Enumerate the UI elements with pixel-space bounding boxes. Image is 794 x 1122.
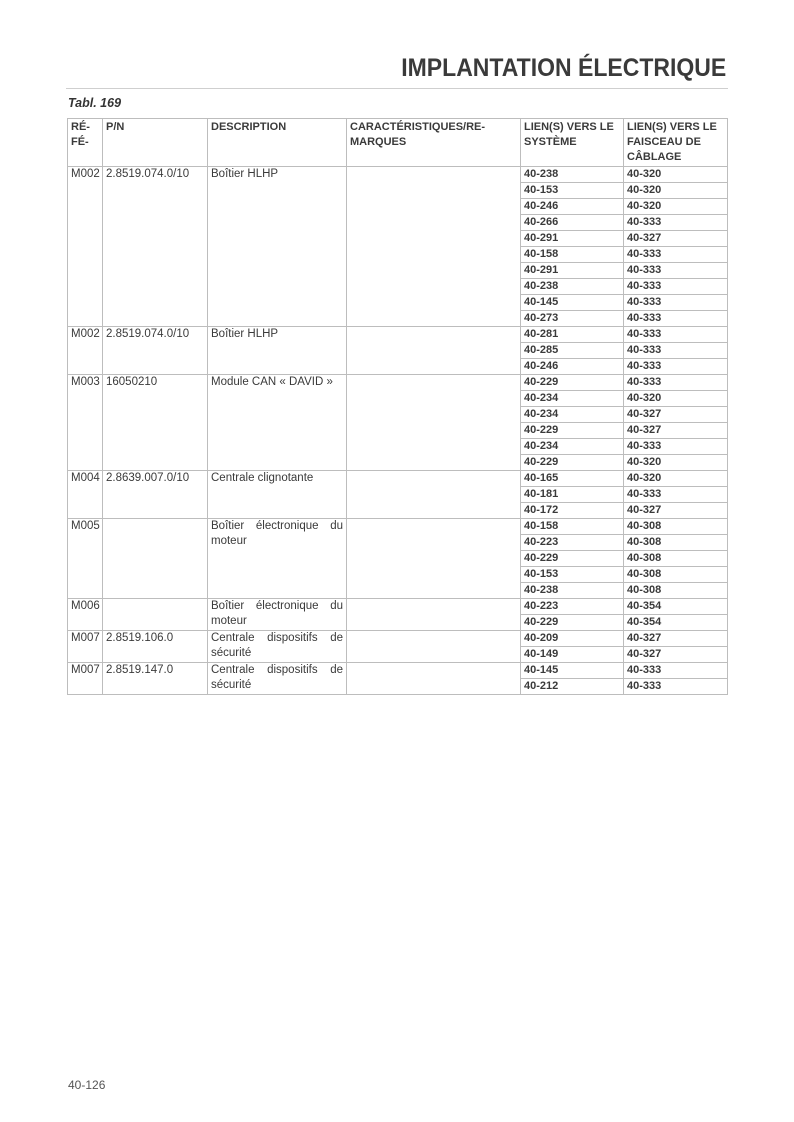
system-link-cell: 40-229 bbox=[521, 455, 624, 471]
harness-link-cell: 40-333 bbox=[624, 295, 728, 311]
harness-link-cell: 40-333 bbox=[624, 311, 728, 327]
system-link-cell: 40-172 bbox=[521, 503, 624, 519]
harness-link-cell: 40-308 bbox=[624, 567, 728, 583]
ref-cell: M006 bbox=[68, 599, 103, 631]
harness-link-cell: 40-333 bbox=[624, 359, 728, 375]
system-link-cell: 40-246 bbox=[521, 359, 624, 375]
table-row bbox=[68, 375, 728, 391]
ref-cell: M002 bbox=[68, 167, 103, 327]
remarks-cell bbox=[347, 519, 521, 599]
system-link-cell: 40-165 bbox=[521, 471, 624, 487]
remarks-cell bbox=[347, 631, 521, 663]
harness-link-cell: 40-327 bbox=[624, 647, 728, 663]
remarks-cell bbox=[347, 375, 521, 471]
harness-link-cell: 40-333 bbox=[624, 343, 728, 359]
system-link-cell: 40-181 bbox=[521, 487, 624, 503]
column-header-pn: P/N bbox=[103, 119, 208, 167]
table-row bbox=[68, 167, 728, 183]
ref-cell: M007 bbox=[68, 663, 103, 695]
ref-cell: M005 bbox=[68, 519, 103, 599]
system-link-cell: 40-229 bbox=[521, 551, 624, 567]
part-number-cell: 2.8519.074.0/10 bbox=[103, 327, 208, 375]
harness-link-cell: 40-327 bbox=[624, 631, 728, 647]
system-link-cell: 40-145 bbox=[521, 295, 624, 311]
harness-link-cell: 40-327 bbox=[624, 231, 728, 247]
table-row bbox=[68, 599, 728, 615]
system-link-cell: 40-223 bbox=[521, 599, 624, 615]
description-cell: Boîtier électronique du moteur bbox=[208, 519, 347, 599]
system-link-cell: 40-246 bbox=[521, 199, 624, 215]
harness-link-cell: 40-327 bbox=[624, 503, 728, 519]
system-link-cell: 40-234 bbox=[521, 407, 624, 423]
description-cell: Centrale clignotante bbox=[208, 471, 347, 519]
remarks-cell bbox=[347, 471, 521, 519]
remarks-cell bbox=[347, 167, 521, 327]
ref-cell: M004 bbox=[68, 471, 103, 519]
description-cell: Centrale dispositifs de sécurité bbox=[208, 631, 347, 663]
harness-link-cell: 40-333 bbox=[624, 327, 728, 343]
part-number-cell: 2.8519.074.0/10 bbox=[103, 167, 208, 327]
harness-link-cell: 40-333 bbox=[624, 487, 728, 503]
description-cell: Boîtier HLHP bbox=[208, 327, 347, 375]
table-row bbox=[68, 631, 728, 647]
system-link-cell: 40-229 bbox=[521, 615, 624, 631]
system-link-cell: 40-145 bbox=[521, 663, 624, 679]
system-link-cell: 40-153 bbox=[521, 567, 624, 583]
remarks-cell bbox=[347, 663, 521, 695]
part-number-cell: 16050210 bbox=[103, 375, 208, 471]
table-caption: Tabl. 169 bbox=[68, 96, 122, 110]
table-header-row bbox=[68, 119, 728, 167]
harness-link-cell: 40-333 bbox=[624, 279, 728, 295]
table-row bbox=[68, 327, 728, 343]
system-link-cell: 40-234 bbox=[521, 391, 624, 407]
system-link-cell: 40-223 bbox=[521, 535, 624, 551]
harness-link-cell: 40-333 bbox=[624, 247, 728, 263]
system-link-cell: 40-229 bbox=[521, 375, 624, 391]
harness-link-cell: 40-320 bbox=[624, 183, 728, 199]
page-number: 40-126 bbox=[68, 1078, 106, 1092]
system-link-cell: 40-273 bbox=[521, 311, 624, 327]
ref-cell: M003 bbox=[68, 375, 103, 471]
ref-cell: M007 bbox=[68, 631, 103, 663]
harness-link-cell: 40-320 bbox=[624, 471, 728, 487]
system-link-cell: 40-281 bbox=[521, 327, 624, 343]
harness-link-cell: 40-320 bbox=[624, 167, 728, 183]
harness-link-cell: 40-333 bbox=[624, 679, 728, 695]
description-cell: Boîtier HLHP bbox=[208, 167, 347, 327]
harness-link-cell: 40-320 bbox=[624, 455, 728, 471]
harness-link-cell: 40-320 bbox=[624, 199, 728, 215]
harness-link-cell: 40-308 bbox=[624, 583, 728, 599]
column-header-ref: RÉ- FÉ- bbox=[68, 119, 103, 167]
part-number-cell bbox=[103, 519, 208, 599]
column-header-remarks: CARACTÉRISTIQUES/RE- MARQUES bbox=[347, 119, 521, 167]
system-link-cell: 40-234 bbox=[521, 439, 624, 455]
part-number-cell: 2.8519.106.0 bbox=[103, 631, 208, 663]
harness-link-cell: 40-333 bbox=[624, 663, 728, 679]
system-link-cell: 40-285 bbox=[521, 343, 624, 359]
part-number-cell: 2.8639.007.0/10 bbox=[103, 471, 208, 519]
harness-link-cell: 40-320 bbox=[624, 391, 728, 407]
system-link-cell: 40-149 bbox=[521, 647, 624, 663]
remarks-cell bbox=[347, 327, 521, 375]
harness-link-cell: 40-354 bbox=[624, 615, 728, 631]
part-number-cell: 2.8519.147.0 bbox=[103, 663, 208, 695]
table-body bbox=[68, 167, 728, 695]
harness-link-cell: 40-308 bbox=[624, 535, 728, 551]
parts-table bbox=[67, 118, 728, 695]
system-link-cell: 40-291 bbox=[521, 231, 624, 247]
remarks-cell bbox=[347, 599, 521, 631]
description-cell: Centrale dispositifs de sécurité bbox=[208, 663, 347, 695]
table-row bbox=[68, 471, 728, 487]
harness-link-cell: 40-333 bbox=[624, 375, 728, 391]
harness-link-cell: 40-333 bbox=[624, 439, 728, 455]
harness-link-cell: 40-308 bbox=[624, 519, 728, 535]
system-link-cell: 40-153 bbox=[521, 183, 624, 199]
system-link-cell: 40-238 bbox=[521, 279, 624, 295]
harness-link-cell: 40-308 bbox=[624, 551, 728, 567]
table-row bbox=[68, 663, 728, 679]
ref-cell: M002 bbox=[68, 327, 103, 375]
system-link-cell: 40-212 bbox=[521, 679, 624, 695]
system-link-cell: 40-209 bbox=[521, 631, 624, 647]
part-number-cell bbox=[103, 599, 208, 631]
description-cell: Boîtier électronique du moteur bbox=[208, 599, 347, 631]
system-link-cell: 40-238 bbox=[521, 167, 624, 183]
column-header-description: DESCRIPTION bbox=[208, 119, 347, 167]
column-header-harness-links: LIEN(S) VERS LE FAISCEAU DE CÂBLAGE bbox=[624, 119, 728, 167]
system-link-cell: 40-238 bbox=[521, 583, 624, 599]
harness-link-cell: 40-354 bbox=[624, 599, 728, 615]
column-header-system-links: LIEN(S) VERS LE SYSTÈME bbox=[521, 119, 624, 167]
system-link-cell: 40-229 bbox=[521, 423, 624, 439]
system-link-cell: 40-158 bbox=[521, 247, 624, 263]
harness-link-cell: 40-333 bbox=[624, 263, 728, 279]
title-divider bbox=[66, 88, 728, 89]
harness-link-cell: 40-327 bbox=[624, 423, 728, 439]
page-title: IMPLANTATION ÉLECTRIQUE bbox=[401, 54, 726, 82]
table-row bbox=[68, 519, 728, 535]
harness-link-cell: 40-327 bbox=[624, 407, 728, 423]
system-link-cell: 40-266 bbox=[521, 215, 624, 231]
description-cell: Module CAN « DAVID » bbox=[208, 375, 347, 471]
harness-link-cell: 40-333 bbox=[624, 215, 728, 231]
system-link-cell: 40-158 bbox=[521, 519, 624, 535]
system-link-cell: 40-291 bbox=[521, 263, 624, 279]
